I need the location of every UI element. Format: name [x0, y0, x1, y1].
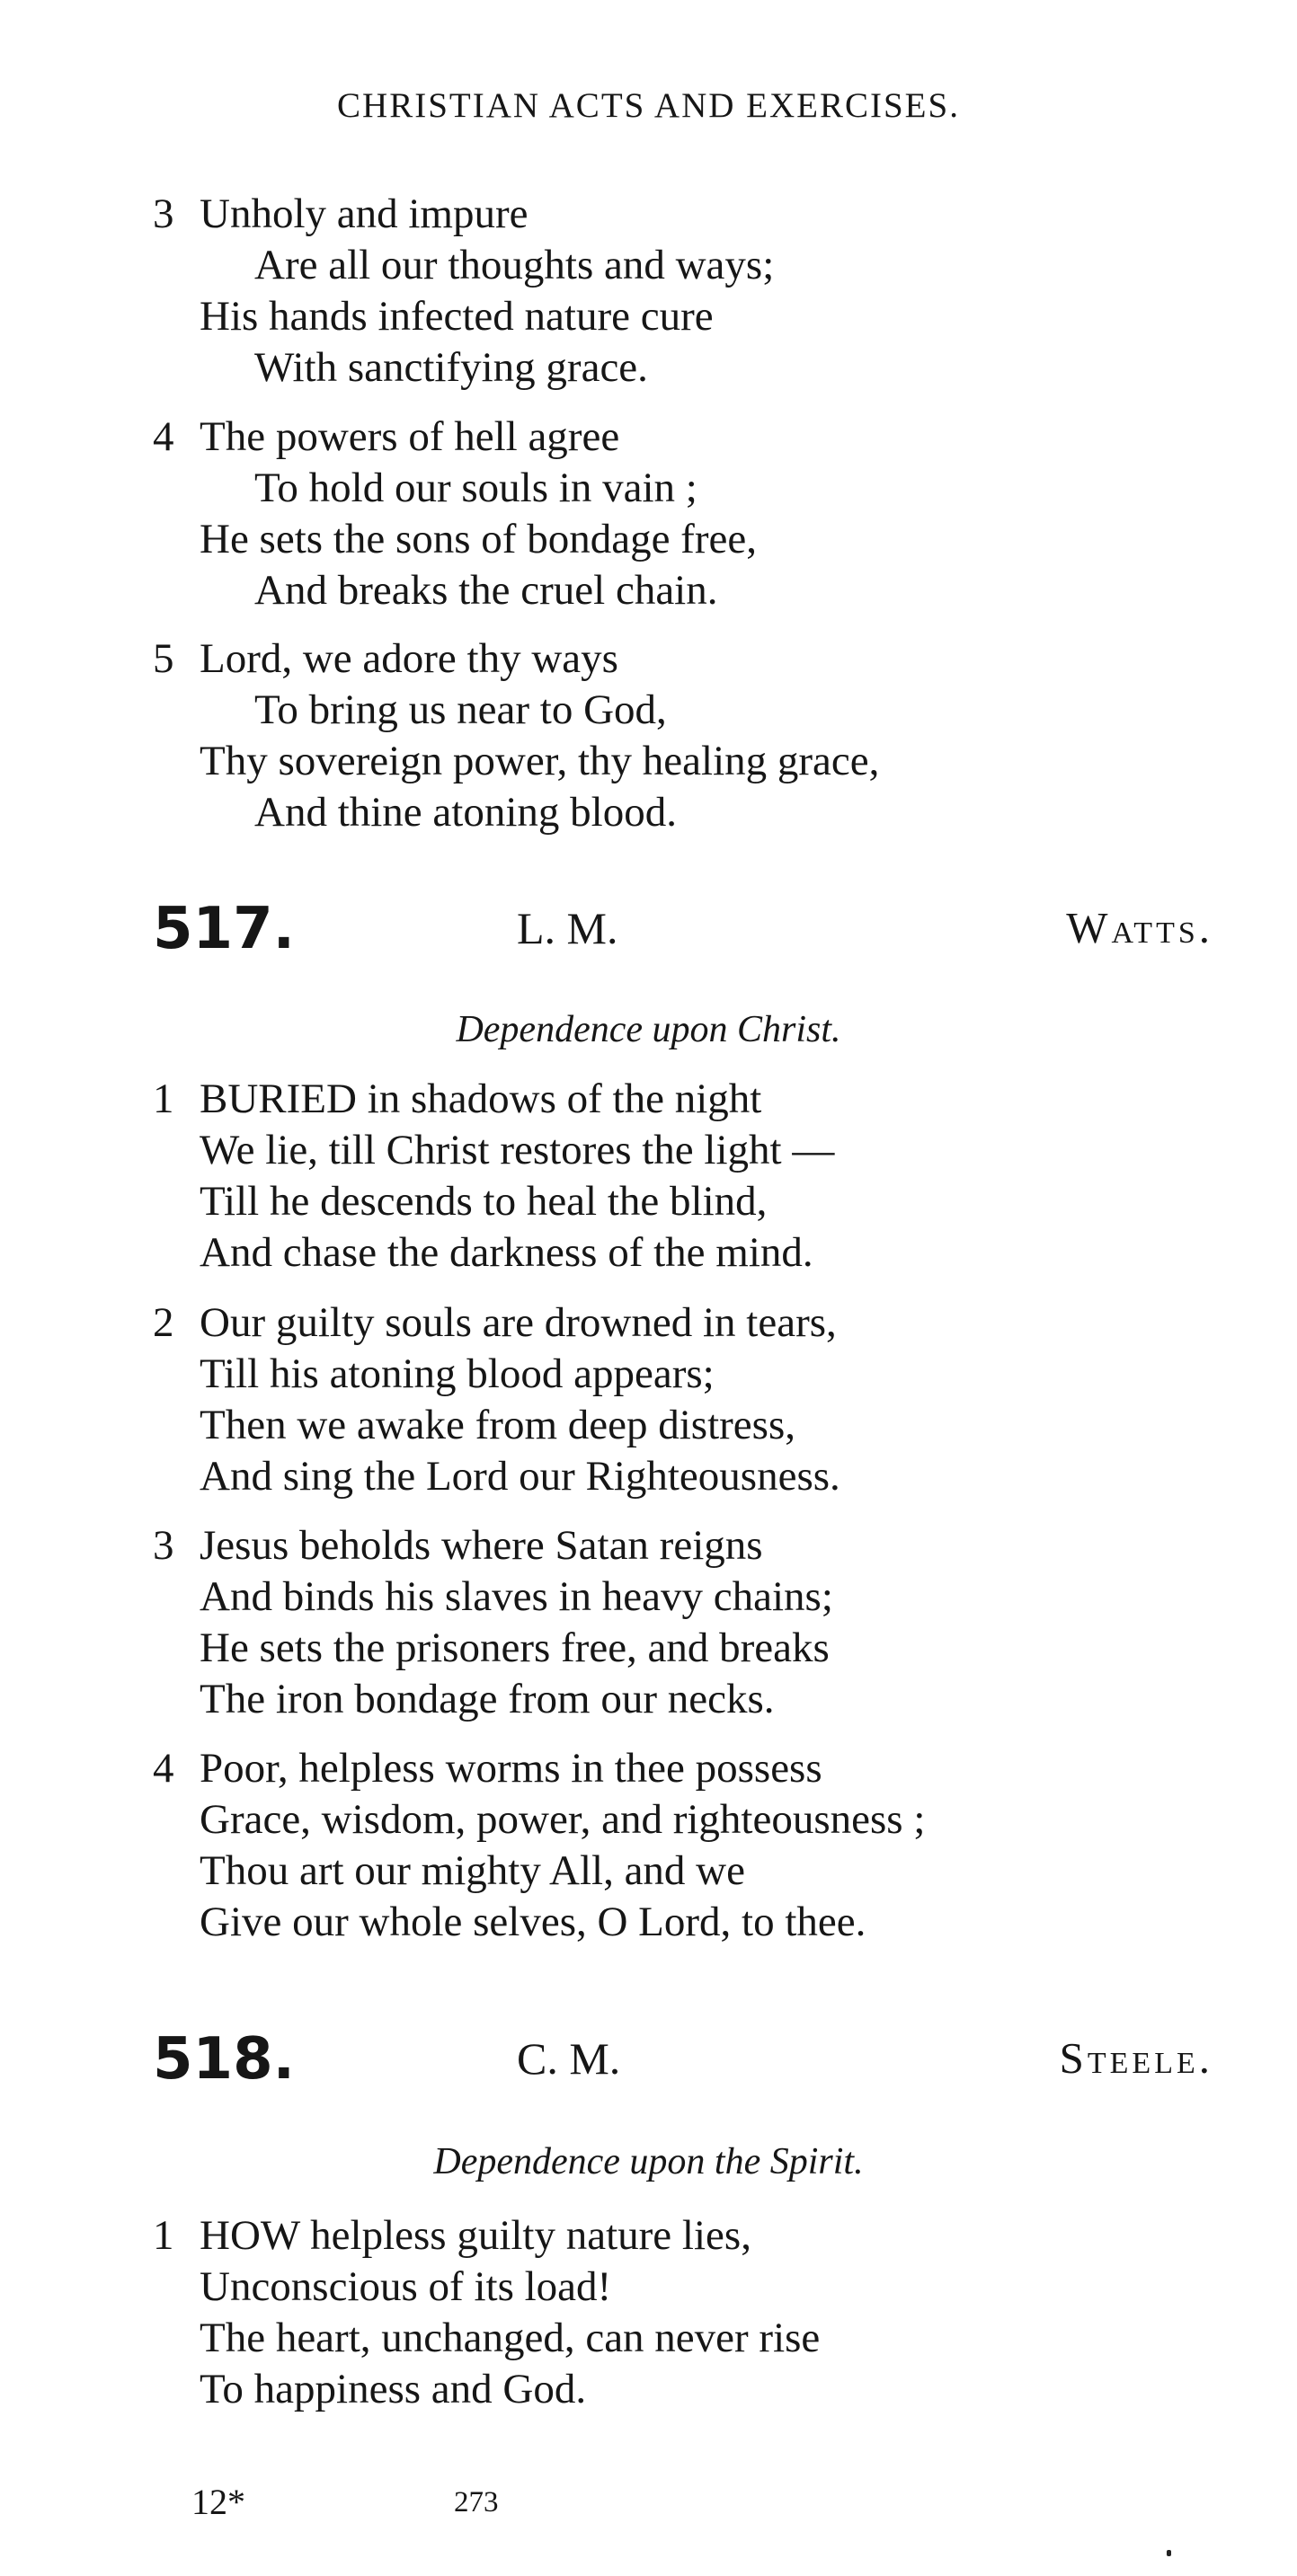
- verse-line: And chase the darkness of the mind.: [200, 1229, 813, 1276]
- stanza-number: 4: [153, 1745, 174, 1792]
- signature-mark: 12*: [191, 2482, 245, 2522]
- verse-line: BURIED in shadows of the night: [200, 1076, 762, 1122]
- verse-line: Poor, helpless worms in thee possess: [200, 1745, 822, 1792]
- verse-line: Thou art our mighty All, and we: [200, 1847, 745, 1894]
- verse-line: Till his atoning blood appears;: [200, 1350, 715, 1397]
- hymn-number: 517.: [153, 896, 295, 962]
- verse-line: He sets the sons of bondage free,: [200, 516, 757, 562]
- verse-line: His hands infected nature cure: [200, 293, 714, 340]
- verse-line: Are all our thoughts and ways;: [254, 242, 775, 288]
- stanza-number: 3: [153, 1522, 174, 1569]
- verse-line: And breaks the cruel chain.: [254, 567, 718, 614]
- verse-line: The heart, unchanged, can never rise: [200, 2315, 821, 2361]
- page-number: 273: [454, 2486, 499, 2518]
- stanza-number: 3: [153, 190, 174, 237]
- hymn-meter: C. M.: [517, 2033, 621, 2084]
- verse-line: Lord, we adore thy ways: [200, 635, 618, 682]
- verse-line: To happiness and God.: [200, 2366, 587, 2412]
- hymn-number: 518.: [153, 2026, 295, 2093]
- verse-line: The iron bondage from our necks.: [200, 1676, 775, 1722]
- verse-line: Thy sovereign power, thy healing grace,: [200, 738, 880, 784]
- verse-line: Our guilty souls are drowned in tears,: [200, 1299, 837, 1346]
- verse-line: To hold our souls in vain ;: [254, 465, 697, 511]
- stanza-number: 1: [153, 2212, 174, 2259]
- verse-line: To bring us near to God,: [254, 686, 667, 733]
- verse-line: Unholy and impure: [200, 190, 529, 237]
- stanza-number: 2: [153, 1299, 174, 1346]
- verse-line: HOW helpless guilty nature lies,: [200, 2212, 751, 2259]
- verse-line: Then we awake from deep distress,: [200, 1402, 795, 1448]
- hymn-author: Watts.: [1066, 903, 1213, 952]
- hymn-517-header: [153, 896, 1213, 963]
- hymn-meter: L. M.: [517, 903, 618, 953]
- stanza-number: 4: [153, 413, 174, 460]
- running-head: CHRISTIAN ACTS AND EXERCISES.: [337, 86, 960, 125]
- ink-speck: [1167, 2550, 1171, 2556]
- verse-line: With sanctifying grace.: [254, 344, 648, 391]
- verse-line: Unconscious of its load!: [200, 2263, 612, 2310]
- hymn-author: Steele.: [1059, 2033, 1213, 2083]
- hymn-518-subtitle: Dependence upon the Spirit.: [433, 2141, 864, 2182]
- verse-line: Jesus beholds where Satan reigns: [200, 1522, 763, 1569]
- verse-line: He sets the prisoners free, and breaks: [200, 1624, 830, 1671]
- verse-line: Till he descends to heal the blind,: [200, 1178, 768, 1225]
- verse-line: The powers of hell agree: [200, 413, 620, 460]
- stanza-number: 1: [153, 1076, 174, 1122]
- verse-line: Give our whole selves, O Lord, to thee.: [200, 1899, 866, 1945]
- verse-line: We lie, till Christ restores the light —: [200, 1127, 835, 1173]
- stanza-number: 5: [153, 635, 174, 682]
- verse-line: Grace, wisdom, power, and righteousness ;: [200, 1796, 926, 1843]
- hymn-517-subtitle: Dependence upon Christ.: [456, 1009, 841, 1050]
- verse-line: And binds his slaves in heavy chains;: [200, 1573, 833, 1620]
- verse-line: And thine atoning blood.: [254, 789, 677, 836]
- verse-line: And sing the Lord our Righteousness.: [200, 1453, 840, 1500]
- hymn-518-header: [153, 2026, 1213, 2094]
